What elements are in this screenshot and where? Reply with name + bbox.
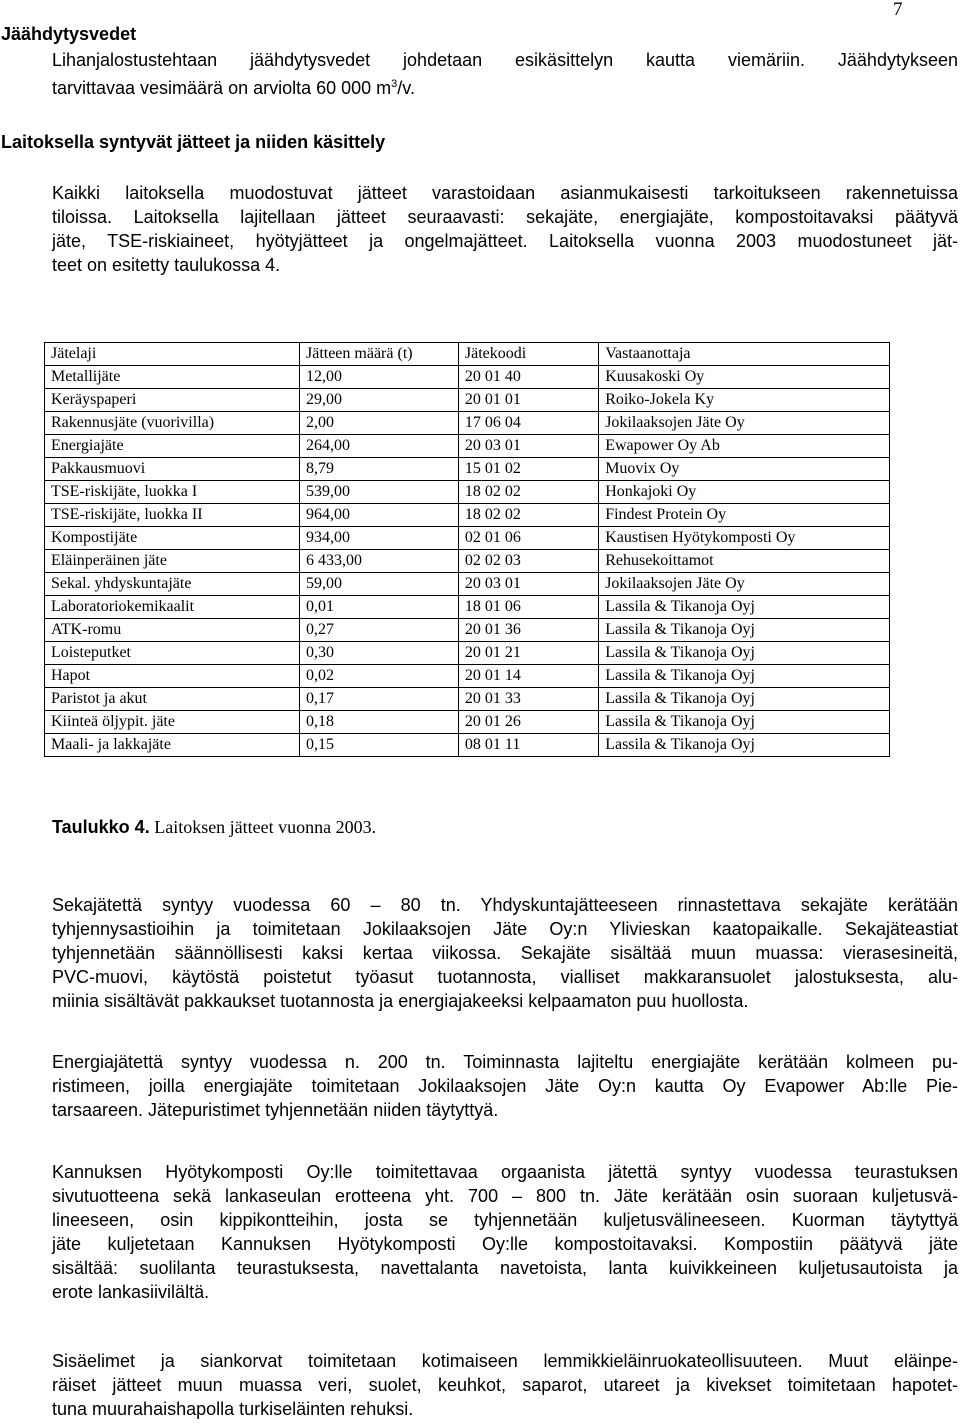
- superscript: 3: [391, 78, 398, 90]
- table-cell: 20 01 21: [458, 642, 598, 665]
- table-cell: 08 01 11: [458, 734, 598, 757]
- table-cell: 8,79: [299, 458, 458, 481]
- table-cell: Keräyspaperi: [45, 389, 300, 412]
- table-row: [45, 665, 890, 688]
- paragraph-line: teet on esitetty taulukossa 4.: [52, 255, 281, 275]
- paragraph-line: jäte, TSE-riskiaineet, hyötyjätteet ja ongelmajätteet. Laitoksella vuonna 2003 muodostuneet jät-: [52, 231, 958, 251]
- table-cell: Sekal. yhdyskuntajäte: [45, 573, 300, 596]
- table-cell: 20 01 26: [458, 711, 598, 734]
- table-cell: Hapot: [45, 665, 300, 688]
- table-cell: 29,00: [299, 389, 458, 412]
- table-cell: 20 03 01: [458, 573, 598, 596]
- table-cell: 20 03 01: [458, 435, 598, 458]
- table-cell: 02 01 06: [458, 527, 598, 550]
- cooling-water-paragraph: [52, 48, 958, 96]
- table-row: [45, 389, 890, 412]
- table-cell: 0,02: [299, 665, 458, 688]
- table-cell: Laboratoriokemikaalit: [45, 596, 300, 619]
- paragraph-line: Sisäelimet ja siankorvat toimitetaan kotimaiseen lemmikkieläinruokateollisuuteen. Muut eläinpe-: [52, 1351, 958, 1371]
- table-cell: 20 01 36: [458, 619, 598, 642]
- table-cell: Jokilaaksojen Jäte Oy: [599, 412, 890, 435]
- table-cell: Findest Protein Oy: [599, 504, 890, 527]
- compost-paragraph: [52, 1160, 958, 1304]
- table-cell: 18 02 02: [458, 481, 598, 504]
- table-cell: Lassila & Tikanoja Oyj: [599, 596, 890, 619]
- table-cell: Kuusakoski Oy: [599, 366, 890, 389]
- table-cell: Rehusekoittamot: [599, 550, 890, 573]
- table-row: [45, 573, 890, 596]
- caption-text: Laitoksen jätteet vuonna 2003.: [154, 817, 377, 837]
- table-row: [45, 458, 890, 481]
- table-cell: Eläinperäinen jäte: [45, 550, 300, 573]
- table-cell: 0,15: [299, 734, 458, 757]
- table-header-cell: Jätekoodi: [458, 343, 598, 366]
- table-header-row: [45, 343, 890, 366]
- table-cell: 0,27: [299, 619, 458, 642]
- table-cell: 539,00: [299, 481, 458, 504]
- table-cell: ATK-romu: [45, 619, 300, 642]
- table-cell: Metallijäte: [45, 366, 300, 389]
- table-header-cell: Vastaanottaja: [599, 343, 890, 366]
- table-cell: 18 02 02: [458, 504, 598, 527]
- paragraph-line: Energiajätettä syntyy vuodessa n. 200 tn. Toiminnasta lajiteltu energiajäte kerätään kolmeen pu-: [52, 1052, 958, 1072]
- table-row: [45, 642, 890, 665]
- table-cell: Lassila & Tikanoja Oyj: [599, 665, 890, 688]
- table-row: [45, 366, 890, 389]
- table-row: [45, 504, 890, 527]
- table-cell: 20 01 01: [458, 389, 598, 412]
- table-cell: 59,00: [299, 573, 458, 596]
- section-heading-waste: Laitoksella syntyvät jätteet ja niiden käsittely: [1, 132, 386, 152]
- paragraph-line: tyhjennetään säännöllisesti kaksi kertaa viikossa. Sekajäte sisältää muun muassa: vierasesineitä,: [52, 943, 958, 963]
- paragraph-line: PVC-muovi, käytöstä poistetut työasut tuotannosta, vialliset makkaransuolet jalostuksesta, alu-: [52, 967, 958, 987]
- table-cell: 0,18: [299, 711, 458, 734]
- table-cell: Kompostijäte: [45, 527, 300, 550]
- page-number: 7: [893, 0, 903, 20]
- table-cell: 0,17: [299, 688, 458, 711]
- table-row: [45, 481, 890, 504]
- paragraph-line: jäte kuljetetaan Kannuksen Hyötykomposti Oy:lle kompostoitavaksi. Kompostiin päätyvä jäte: [52, 1234, 958, 1254]
- animal-byproducts-paragraph: [52, 1349, 958, 1421]
- table-cell: Kaustisen Hyötykomposti Oy: [599, 527, 890, 550]
- table-cell: 20 01 14: [458, 665, 598, 688]
- waste-intro-paragraph: [52, 181, 958, 277]
- table-cell: Maali- ja lakkajäte: [45, 734, 300, 757]
- table-cell: 20 01 40: [458, 366, 598, 389]
- table-cell: Muovix Oy: [599, 458, 890, 481]
- paragraph-line: Kannuksen Hyötykomposti Oy:lle toimitettavaa orgaanista jätettä syntyy vuodessa teurastuksen: [52, 1162, 958, 1182]
- table-cell: Lassila & Tikanoja Oyj: [599, 711, 890, 734]
- table-cell: Rakennusjäte (vuorivilla): [45, 412, 300, 435]
- paragraph-line: sisältää: suolilanta teurastuksesta, navettalanta navetoista, lanta kuivikkeineen kuljetusautoista ja: [52, 1258, 958, 1278]
- table-cell: Lassila & Tikanoja Oyj: [599, 734, 890, 757]
- table-row: [45, 711, 890, 734]
- paragraph-line: erote lankasiivilältä.: [52, 1282, 210, 1302]
- table-cell: Energiajäte: [45, 435, 300, 458]
- table-cell: 17 06 04: [458, 412, 598, 435]
- paragraph-line: tuna muurahaishapolla turkiseläinten rehuksi.: [52, 1399, 414, 1419]
- table-cell: Lassila & Tikanoja Oyj: [599, 688, 890, 711]
- table-cell: 6 433,00: [299, 550, 458, 573]
- table-cell: 0,01: [299, 596, 458, 619]
- table-cell: 934,00: [299, 527, 458, 550]
- table-row: [45, 734, 890, 757]
- table-cell: Pakkausmuovi: [45, 458, 300, 481]
- caption-label: Taulukko 4.: [52, 817, 150, 837]
- table-row: [45, 550, 890, 573]
- table-cell: 2,00: [299, 412, 458, 435]
- table-cell: 12,00: [299, 366, 458, 389]
- table-cell: TSE-riskijäte, luokka I: [45, 481, 300, 504]
- section-heading-cooling-water: Jäähdytysvedet: [1, 24, 137, 44]
- table-cell: Jokilaaksojen Jäte Oy: [599, 573, 890, 596]
- table-row: [45, 527, 890, 550]
- table-cell: Paristot ja akut: [45, 688, 300, 711]
- paragraph-line: sivutuotteena sekä lankaseulan erotteena yht. 700 – 800 tn. Jäte kerätään osin suoraan kuljetusvä-: [52, 1186, 958, 1206]
- table-row: [45, 619, 890, 642]
- table-cell: 02 02 03: [458, 550, 598, 573]
- table-cell: 18 01 06: [458, 596, 598, 619]
- table-cell: Loisteputket: [45, 642, 300, 665]
- waste-table: [44, 342, 890, 757]
- paragraph-line: tarsaareen. Jätepuristimet tyhjennetään niiden täytyttyä.: [52, 1100, 499, 1120]
- table-cell: Kiinteä öljypit. jäte: [45, 711, 300, 734]
- paragraph-line: tarvittavaa vesimäärä on arviolta 60 000 $m^3/v$.: [52, 78, 415, 98]
- table-row: [45, 596, 890, 619]
- paragraph-line: Sekajätettä syntyy vuodessa 60 – 80 tn. Yhdyskuntajätteeseen rinnastettava sekajäte kerätään: [52, 895, 958, 915]
- table-caption: [52, 816, 376, 838]
- table-cell: Roiko-Jokela Ky: [599, 389, 890, 412]
- paragraph-line: ristimeen, joilla energiajäte toimitetaan Jokilaaksojen Jäte Oy:n kautta Oy Evapower Ab:lle Pie-: [52, 1076, 958, 1096]
- table-cell: Lassila & Tikanoja Oyj: [599, 619, 890, 642]
- energy-waste-paragraph: [52, 1050, 958, 1122]
- table-cell: 264,00: [299, 435, 458, 458]
- paragraph-line: lineeseen, osin kippikontteihin, josta se tyhjennetään kuljetusvälineeseen. Kuorman täytyttyä: [52, 1210, 958, 1230]
- paragraph-line: miinia sisältävät pakkaukset tuotannosta ja energiajakeeksi kelpaamaton puu huollosta.: [52, 991, 749, 1011]
- paragraph-line: Lihanjalostustehtaan jäähdytysvedet johdetaan esikäsittelyn kautta viemäriin. Jäähdytykseen: [52, 50, 958, 70]
- mixed-waste-paragraph: [52, 893, 958, 1013]
- table-row: [45, 412, 890, 435]
- table-cell: TSE-riskijäte, luokka II: [45, 504, 300, 527]
- paragraph-line: tiloissa. Laitoksella lajitellaan jätteet seuraavasti: sekajäte, energiajäte, kompostoitavaksi päätyvä: [52, 207, 958, 227]
- table-cell: 0,30: [299, 642, 458, 665]
- table-cell: Honkajoki Oy: [599, 481, 890, 504]
- table-row: [45, 435, 890, 458]
- table-cell: 20 01 33: [458, 688, 598, 711]
- table-cell: Lassila & Tikanoja Oyj: [599, 642, 890, 665]
- table-row: [45, 688, 890, 711]
- paragraph-line: räiset jätteet muun muassa veri, suolet, keuhkot, saparot, utareet ja kivekset toimitetaan hapotet-: [52, 1375, 958, 1395]
- paragraph-line: tyhjennysastioihin ja toimitetaan Jokilaaksojen Jäte Oy:n Ylivieskan kaatopaikalle. Sekajäteastiat: [52, 919, 958, 939]
- table-cell: 964,00: [299, 504, 458, 527]
- table-cell: Ewapower Oy Ab: [599, 435, 890, 458]
- table-header-cell: Jätelaji: [45, 343, 300, 366]
- table-header-cell: Jätteen määrä (t): [299, 343, 458, 366]
- table-cell: 15 01 02: [458, 458, 598, 481]
- paragraph-line: Kaikki laitoksella muodostuvat jätteet varastoidaan asianmukaisesti tarkoitukseen rakennetuissa: [52, 183, 958, 203]
